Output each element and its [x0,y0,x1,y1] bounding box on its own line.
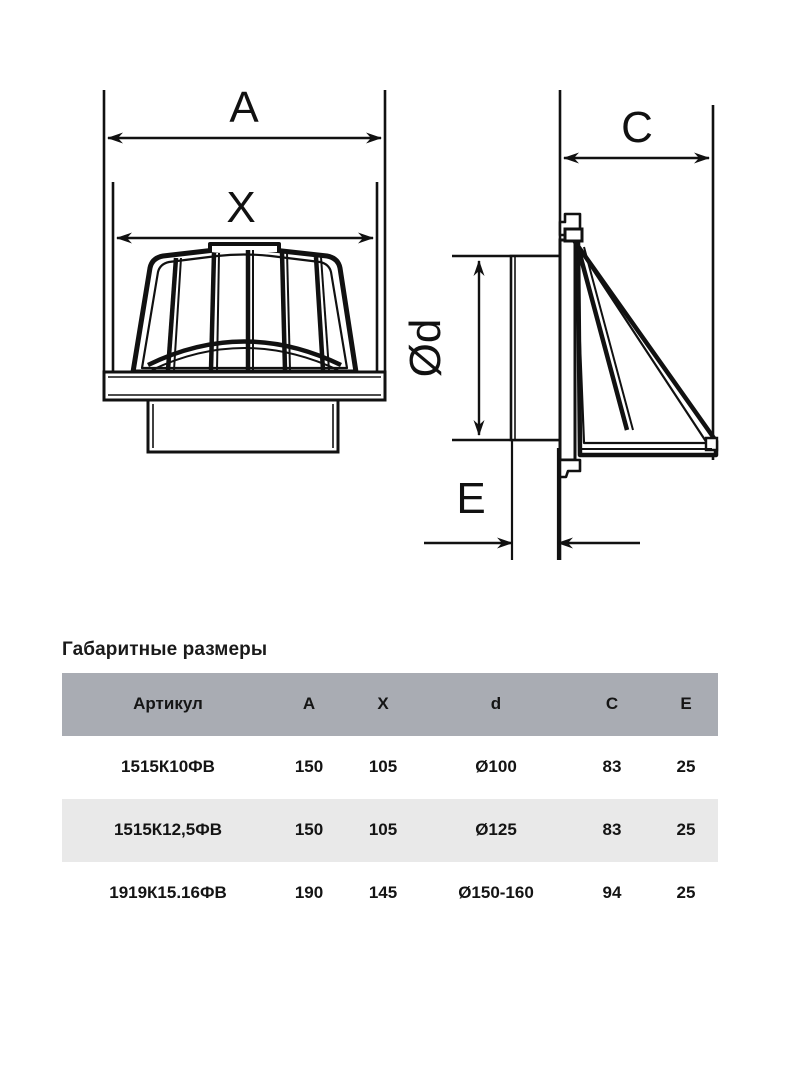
dimensions-table [62,673,718,925]
dimension-label-x: X [226,183,256,232]
dimension-label-a: A [229,83,259,132]
dimensions-table-head [62,673,718,736]
cell-c: 94 [570,862,654,925]
cell-x: 105 [344,736,422,799]
table-row [62,799,718,862]
table-header-row [62,673,718,736]
cell-d: Ø150-160 [422,862,570,925]
cell-a: 190 [274,862,344,925]
cell-c: 83 [570,736,654,799]
column-header-a: A [274,673,344,736]
side-view-flange-plate [560,240,575,460]
dimension-label-e: E [456,474,486,523]
cell-e: 25 [654,799,718,862]
dimensions-table-body [62,736,718,925]
column-header-e: E [654,673,718,736]
front-view-duct-spigot [148,400,338,452]
side-view-bottom-lip [560,460,580,477]
grille-bar [211,253,214,370]
cell-e: 25 [654,736,718,799]
cell-d: Ø100 [422,736,570,799]
grille-top-tab [210,244,279,252]
side-view [401,90,717,560]
dimension-label-d: Ød [401,318,450,378]
spec-table-title: Габаритные размеры [62,639,268,660]
cell-article: 1515К12,5ФВ [62,799,274,862]
column-header-article: Артикул [62,673,274,736]
dimension-label-c: C [621,103,653,152]
column-header-x: X [344,673,422,736]
cell-a: 150 [274,736,344,799]
cell-x: 145 [344,862,422,925]
side-view-duct-spigot [511,256,560,440]
column-header-d: d [422,673,570,736]
cell-article: 1515К10ФВ [62,736,274,799]
column-header-c: C [570,673,654,736]
side-view-hood-top-rail [565,229,582,241]
cell-article: 1919К15.16ФВ [62,862,274,925]
specifications-block [62,640,718,925]
front-view [104,83,385,452]
cell-x: 105 [344,799,422,862]
cell-a: 150 [274,799,344,862]
table-row [62,862,718,925]
table-row [62,736,718,799]
cell-e: 25 [654,862,718,925]
cell-d: Ø125 [422,799,570,862]
cell-c: 83 [570,799,654,862]
